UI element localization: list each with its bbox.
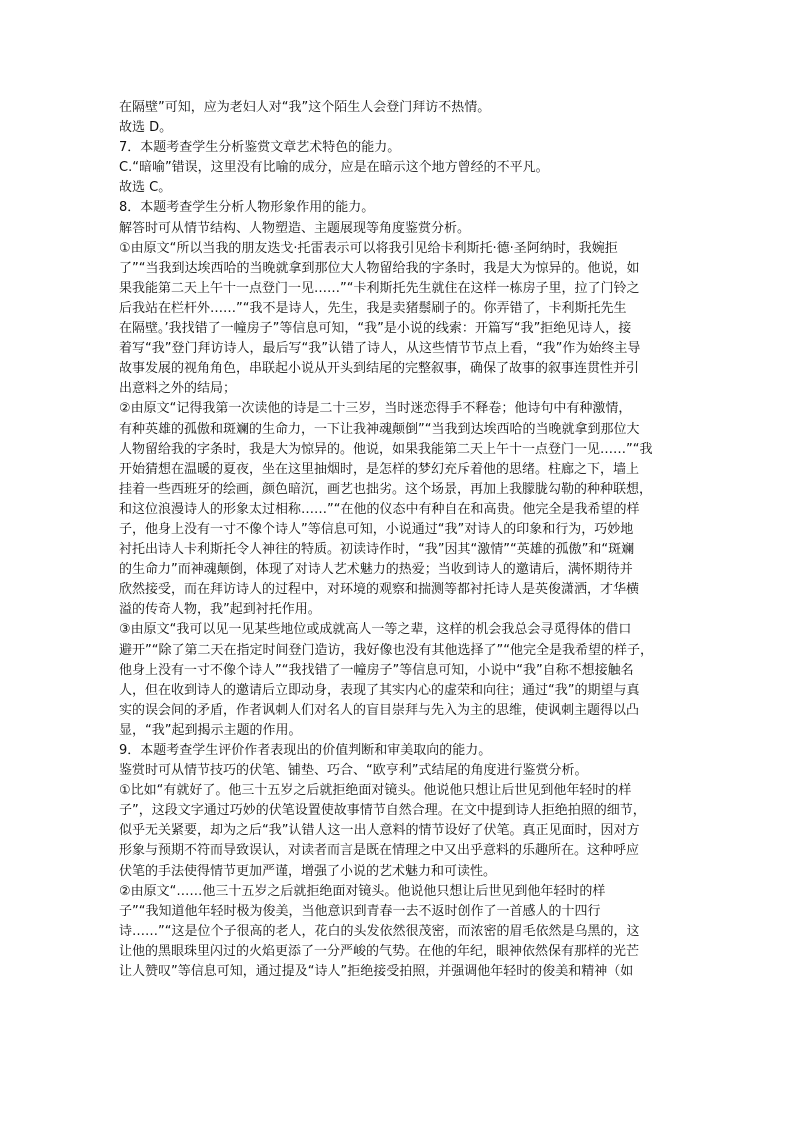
text-line: 欣然接受，而在拜访诗人的过程中，对环境的观察和揣测等都衬托诗人是英俊潇洒，才华横 [119,582,640,598]
text-line: 子，他身上没有一寸不像个诗人”等信息可知，小说通过“我”对诗人的印象和行为，巧妙地 [119,521,634,537]
text-line: 了”“当我到达埃西哈的当晚就拿到那位大人物留给我的字条时，我是大为惊异的。他说，如 [119,260,640,276]
text-line: 显，“我”起到揭示主题的作用。 [119,722,302,738]
text-line: 故选 D。 [119,120,173,136]
text-line: 后我站在栏杆外……”“我不是诗人，先生，我是卖猪鬃刷子的。你弄错了，卡利斯托先生 [119,300,627,316]
text-line: 他身上没有一寸不像个诗人”“我找错了一幢房子”等信息可知，小说中“我”自称不想接触名 [119,662,634,678]
text-line: 人物留给我的字条时，我是大为惊异的。他说，如果我能第二天上午十一点登门一见……”“我 [119,441,653,457]
text-line: 人，但在收到诗人的邀请后立即动身，表现了其实内心的虚荣和向往；通过“我”的期望与真 [119,682,640,698]
text-line: 故选 C。 [119,180,172,196]
text-line: 在隔壁”可知，应为老妇人对“我”这个陌生人会登门拜访不热情。 [119,100,491,115]
text-line: 子”，这段文字通过巧妙的伏笔设置使故事情节自然合理。在文中提到诗人拒绝拍照的细节， [119,803,646,819]
text-line: 果我能第二天上午十一点登门一见……”“卡利斯托先生就住在这样一栋房子里，拉了门铃之 [119,280,640,296]
text-line: 7．本题考查学生分析鉴赏文章艺术特色的能力。 [119,140,401,156]
text-line: 鉴赏时可从情节技巧的伏笔、铺垫、巧合、“欧亨利”式结尾的角度进行鉴赏分析。 [119,763,588,779]
text-line: ②由原文“……他三十五岁之后就拒绝面对镜头。他说他只想让后世见到他年轻时的样 [119,883,606,899]
text-line: 挂着一些西班牙的绘画，颜色暗沉，画艺也拙劣。这个场景，再加上我朦胧勾勒的种种联想， [119,481,653,497]
text-line: ③由原文“我可以见一见某些地位或成就高人一等之辈，这样的机会我总会寻觅得体的借口 [119,622,632,638]
text-line: 的生命力”而神魂颠倒，体现了对诗人艺术魅力的热爱；当收到诗人的邀请后，满怀期待并 [119,562,633,578]
text-line: 衬托出诗人卡利斯托令人神往的特质。初读诗作时，“我”因其“激情”“英雄的孤傲”和“斑斓 [119,542,635,558]
text-line: 诗……”“这是位个子很高的老人，花白的头发依然很茂密，而浓密的眉毛依然是乌黑的，这 [119,923,640,939]
text-line: 形象与预期不符而导致误认，对读者而言是既在情理之中又出乎意料的乐趣所在。这种呼应 [119,843,640,859]
text-line: 似乎无关紧要，却为之后“我”认错人这一出人意料的情节设好了伏笔。真正见面时，因对方 [119,823,640,839]
text-line: 8．本题考查学生分析人物形象作用的能力。 [119,200,375,216]
text-line: 实的误会间的矛盾，作者讽刺人们对名人的盲目崇拜与先入为主的思维，使讽刺主题得以凸 [119,702,640,718]
text-line: 在隔壁。’我找错了一幢房子”等信息可知，“我”是小说的线索：开篇写“我”拒绝见诗人，接 [119,321,632,337]
text-line: 出意料之外的结局； [119,381,237,397]
text-line: 有种英雄的孤傲和斑斓的生命力，一下让我神魂颠倒”“当我到达埃西哈的当晚就拿到那位大 [119,421,640,437]
text-line: C.“暗喻”错误，这里没有比喻的成分，应是在暗示这个地方曾经的不平凡。 [119,160,549,176]
text-line: ②由原文“记得我第一次读他的诗是二十三岁，当时迷恋得手不释卷；他诗句中有种激情， [119,401,632,417]
text-line: 故事发展的视角角色，串联起小说从开头到结尾的完整叙事，确保了故事的叙事连贯性并引 [119,361,640,377]
text-line: ①比如“有就好了。他三十五岁之后就拒绝面对镜头。他说他只想让后世见到他年轻时的样 [119,783,632,799]
text-line: 解答时可从情节结构、人物塑造、主题展现等角度鉴赏分析。 [119,220,471,236]
text-line: 着写“我”登门拜访诗人，最后写“我”认错了诗人，从这些情节节点上看，“我”作为始终主导 [119,341,641,357]
text-line: 伏笔的手法使得情节更加严谨，增强了小说的艺术魅力和可读性。 [119,863,497,879]
text-line: 让他的黑眼珠里闪过的火焰更添了一分严峻的气势。在他的年纪，眼神依然保有那样的光芒 [119,943,640,959]
text-line: 避开”“除了第二天在指定时间登门造访，我好像也没有其他选择了”“他完全是我希望的样子， [119,642,653,658]
text-line: 开始猜想在温暖的夏夜，坐在这里抽烟时，是怎样的梦幻充斥着他的思绪。柱廊之下，墙上 [119,461,640,477]
text-line: 和这位浪漫诗人的形象太过相称……”“在他的仪态中有种自在和高贵。他完全是我希望的样 [119,501,640,517]
text-line: 溢的传奇人物，我”起到衬托作用。 [119,602,321,618]
document-page [119,98,675,982]
text-line: 让人赞叹”等信息可知，通过提及“诗人”拒绝接受拍照，并强调他年轻时的俊美和精神（如 [119,964,634,980]
text-line: ①由原文“所以当我的朋友迭戈·托雷表示可以将我引见给卡利斯托·德·圣阿纳时，我婉拒 [119,240,618,256]
text-line: 9．本题考查学生评价作者表现出的价值判断和审美取向的能力。 [119,743,492,758]
text-line: 子”“我知道他年轻时极为俊美，当他意识到青春一去不返时创作了一首感人的十四行 [119,903,601,919]
